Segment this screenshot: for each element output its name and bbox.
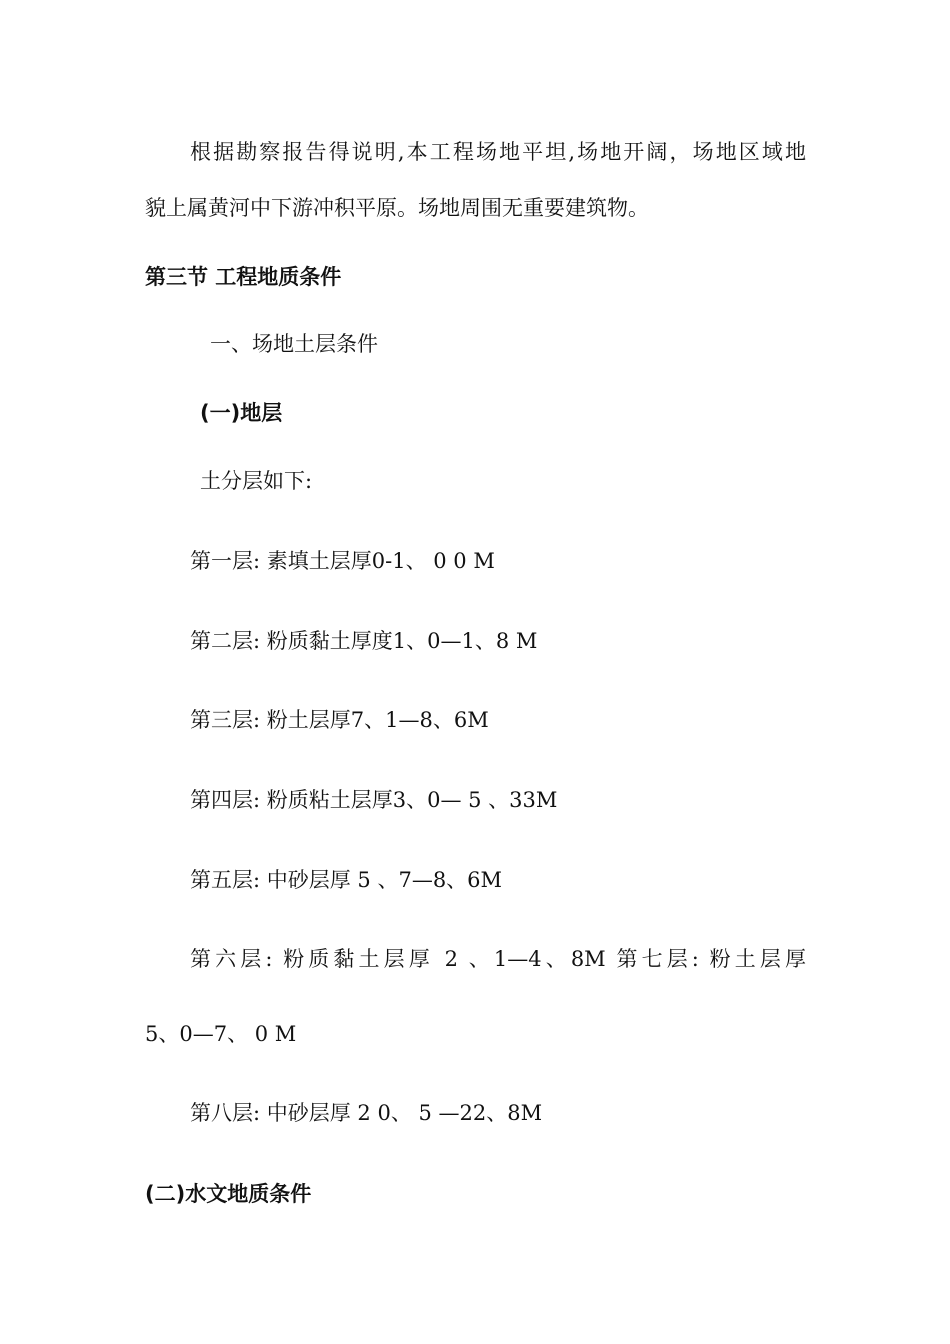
layer-6-7: 第六层: 粉质黏土层厚 2 、1—4、8M 第七层: 粉土层厚 — [190, 947, 806, 971]
layer-4: 第四层: 粉质粘土层厚3、0— 5 、33M — [190, 788, 558, 812]
paragraph-line-1: 根据勘察报告得说明,本工程场地平坦,场地开阔，场地区域地 — [190, 140, 806, 164]
paragraph-line-2: 貌上属黄河中下游冲积平原。场地周围无重要建筑物。 — [145, 196, 649, 220]
layer-7-continued: 5、0—7、 0 M — [145, 1022, 297, 1046]
layer-8: 第八层: 中砂层厚 2 0、 5 —22、8M — [190, 1101, 543, 1125]
strata-intro: 土分层如下: — [200, 469, 313, 493]
subsection-heading: 一、场地土层条件 — [210, 332, 378, 356]
layer-3: 第三层: 粉土层厚7、1—8、6M — [190, 708, 489, 732]
layer-1: 第一层: 素填土层厚0-1、 0 0 M — [190, 549, 495, 573]
strata-heading: (一)地层 — [200, 401, 283, 425]
hydro-heading: (二)水文地质条件 — [145, 1182, 312, 1206]
layer-2: 第二层: 粉质黏土厚度1、0—1、8 M — [190, 629, 538, 653]
layer-5: 第五层: 中砂层厚 5 、7—8、6M — [190, 868, 503, 892]
section-title: 第三节 工程地质条件 — [145, 265, 342, 289]
